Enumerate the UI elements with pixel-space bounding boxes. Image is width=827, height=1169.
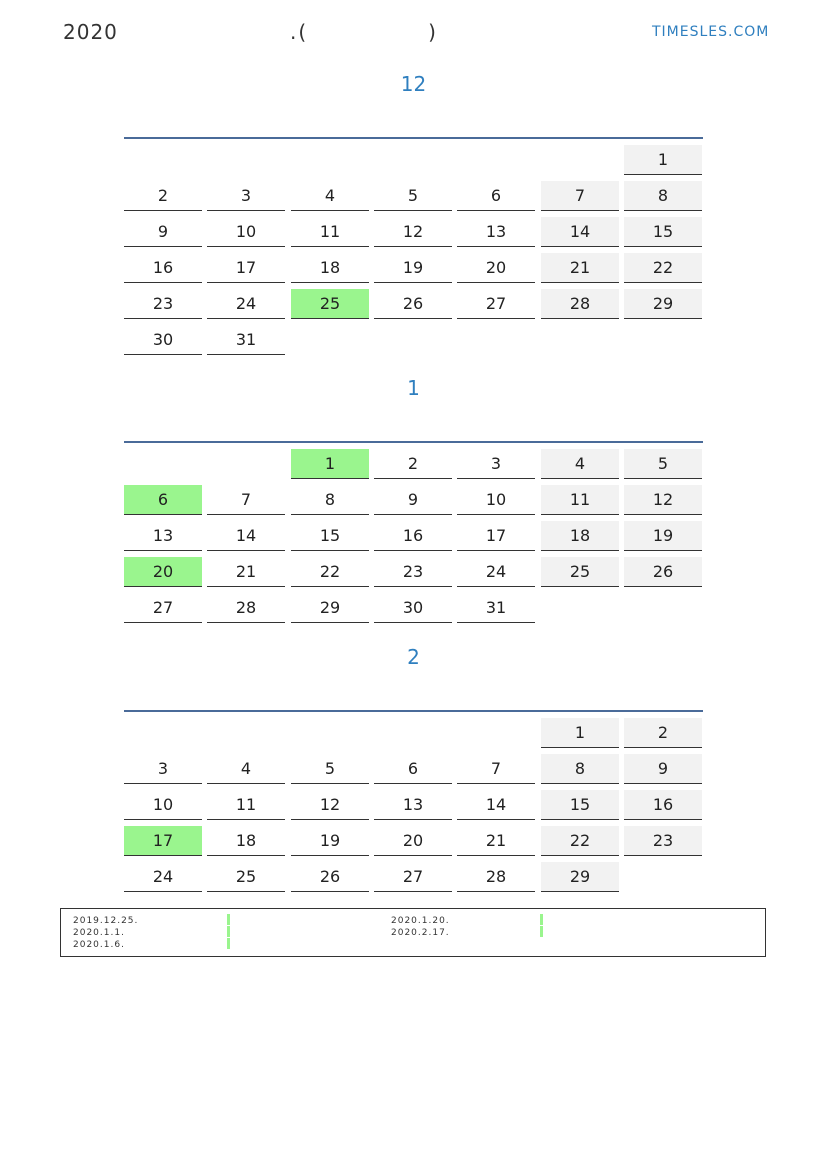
day-cell: 21 [457, 826, 535, 856]
day-cell: 26 [374, 289, 452, 319]
day-cell: 14 [207, 521, 285, 551]
calendar-january [124, 441, 703, 629]
day-cell: 1 [291, 449, 369, 479]
day-cell: 9 [374, 485, 452, 515]
day-cell: 20 [457, 253, 535, 283]
month-title-january: 1 [407, 376, 420, 400]
day-cell: 23 [124, 289, 202, 319]
day-cell: 8 [541, 754, 619, 784]
day-cell: 15 [291, 521, 369, 551]
day-cell: 22 [541, 826, 619, 856]
legend-item: 2020.2.17. [391, 928, 450, 938]
day-cell: 2 [624, 718, 702, 748]
document-year: 2020 [63, 20, 118, 44]
day-cell: 19 [374, 253, 452, 283]
day-cell: 17 [207, 253, 285, 283]
day-cell: 6 [457, 181, 535, 211]
day-cell: 4 [207, 754, 285, 784]
legend-marker [227, 914, 230, 925]
day-cell: 4 [541, 449, 619, 479]
day-cell: 13 [457, 217, 535, 247]
day-cell: 8 [624, 181, 702, 211]
day-cell: 2 [374, 449, 452, 479]
day-cell: 2 [124, 181, 202, 211]
day-cell: 10 [124, 790, 202, 820]
day-cell: 3 [207, 181, 285, 211]
day-cell: 7 [207, 485, 285, 515]
day-cell: 27 [374, 862, 452, 892]
day-cell: 15 [624, 217, 702, 247]
calendar-february [124, 710, 703, 898]
subtitle-left: .( [290, 20, 309, 44]
day-cell: 13 [374, 790, 452, 820]
day-cell: 12 [374, 217, 452, 247]
day-cell: 31 [207, 325, 285, 355]
day-cell: 4 [291, 181, 369, 211]
day-cell: 28 [457, 862, 535, 892]
day-cell: 13 [124, 521, 202, 551]
subtitle-right: ) [428, 20, 438, 44]
day-cell: 16 [374, 521, 452, 551]
day-cell: 16 [124, 253, 202, 283]
day-cell: 21 [207, 557, 285, 587]
legend-marker [227, 938, 230, 949]
day-cell: 5 [624, 449, 702, 479]
day-cell: 14 [541, 217, 619, 247]
day-cell: 18 [207, 826, 285, 856]
day-cell: 10 [457, 485, 535, 515]
day-cell: 18 [291, 253, 369, 283]
day-cell: 20 [374, 826, 452, 856]
day-cell: 5 [291, 754, 369, 784]
legend-item: 2020.1.1. [73, 928, 125, 938]
day-cell: 27 [457, 289, 535, 319]
legend-marker [227, 926, 230, 937]
day-cell: 18 [541, 521, 619, 551]
day-cell: 28 [207, 593, 285, 623]
legend-item: 2020.1.6. [73, 940, 125, 950]
day-cell: 29 [291, 593, 369, 623]
day-cell: 31 [457, 593, 535, 623]
calendar-grid [124, 139, 703, 361]
day-cell: 11 [291, 217, 369, 247]
day-cell: 17 [457, 521, 535, 551]
calendar-grid [124, 712, 703, 898]
day-cell: 24 [457, 557, 535, 587]
day-cell: 25 [541, 557, 619, 587]
day-cell: 11 [541, 485, 619, 515]
day-cell: 26 [624, 557, 702, 587]
day-cell: 29 [624, 289, 702, 319]
day-cell: 30 [374, 593, 452, 623]
day-cell: 24 [207, 289, 285, 319]
day-cell: 27 [124, 593, 202, 623]
day-cell: 23 [374, 557, 452, 587]
day-cell: 3 [124, 754, 202, 784]
day-cell: 25 [291, 289, 369, 319]
day-cell: 7 [457, 754, 535, 784]
day-cell: 29 [541, 862, 619, 892]
month-title-december: 12 [400, 72, 427, 96]
legend-marker [540, 914, 543, 925]
day-cell: 6 [124, 485, 202, 515]
day-cell: 16 [624, 790, 702, 820]
day-cell: 12 [291, 790, 369, 820]
day-cell: 15 [541, 790, 619, 820]
day-cell: 30 [124, 325, 202, 355]
site-link[interactable]: TIMESLES.COM [652, 24, 770, 40]
day-cell: 20 [124, 557, 202, 587]
day-cell: 19 [624, 521, 702, 551]
day-cell: 7 [541, 181, 619, 211]
legend-item: 2019.12.25. [73, 916, 139, 926]
calendar-december [124, 137, 703, 361]
month-title-february: 2 [407, 645, 420, 669]
day-cell: 23 [624, 826, 702, 856]
day-cell: 3 [457, 449, 535, 479]
holiday-legend [60, 908, 766, 957]
day-cell: 9 [624, 754, 702, 784]
day-cell: 14 [457, 790, 535, 820]
day-cell: 25 [207, 862, 285, 892]
day-cell: 22 [624, 253, 702, 283]
day-cell: 11 [207, 790, 285, 820]
document-subtitle [290, 20, 438, 44]
day-cell: 28 [541, 289, 619, 319]
day-cell: 1 [624, 145, 702, 175]
day-cell: 12 [624, 485, 702, 515]
day-cell: 22 [291, 557, 369, 587]
legend-marker [540, 926, 543, 937]
day-cell: 26 [291, 862, 369, 892]
day-cell: 6 [374, 754, 452, 784]
day-cell: 9 [124, 217, 202, 247]
day-cell: 10 [207, 217, 285, 247]
day-cell: 24 [124, 862, 202, 892]
day-cell: 1 [541, 718, 619, 748]
day-cell: 19 [291, 826, 369, 856]
day-cell: 5 [374, 181, 452, 211]
day-cell: 17 [124, 826, 202, 856]
day-cell: 21 [541, 253, 619, 283]
day-cell: 8 [291, 485, 369, 515]
calendar-grid [124, 443, 703, 629]
legend-item: 2020.1.20. [391, 916, 450, 926]
